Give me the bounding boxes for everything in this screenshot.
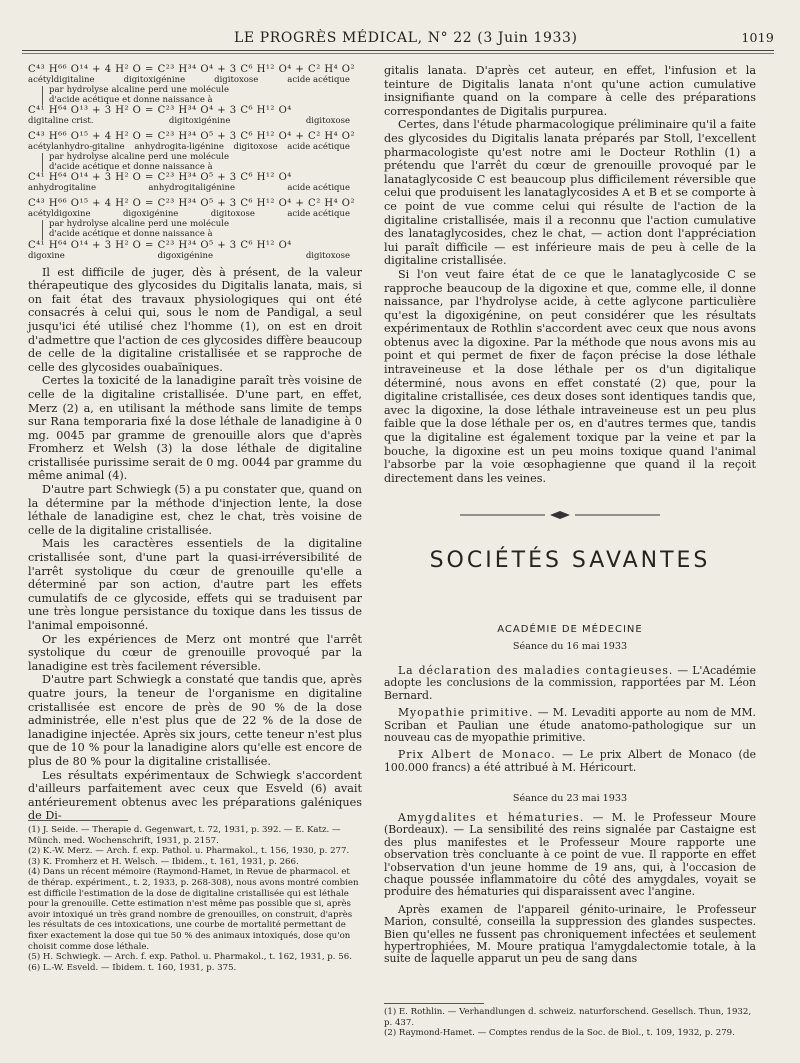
- chem-name: digitoxose: [233, 142, 278, 153]
- report-item: [384, 812, 756, 899]
- chem-name: acétyldigitaline: [28, 75, 95, 85]
- chem-equation-1: [28, 64, 362, 127]
- footnotes-right: [384, 1003, 756, 1039]
- chem-name: digitoxigénine: [123, 75, 186, 85]
- paragraph: Après examen de l'appareil génito-urinaire, le Professeur Marion, consulté, conseilla la suppression des glandes suspectes. Bien qu'elles ne fussent pas chroniquement infectées et seulement hypertrophiées, M. Moure pratiqua l'amygdalectomie totale, à la suite de laquelle apparut un peu de sang dans: [384, 902, 756, 966]
- item-text: — M. le Professeur Moure (Bordeaux). — La sensibilité des reins signalée par Castaigne est des plus manifestes et le Professeur Moure rapporte une observation très concluante à ce point de vue. Il rapporte en effet l'observation d'un jeune homme de 19 ans, qui, à l'occasion de chaque poussée inflammatoire du côté des amygdales, voyait se produire des hématuries qui disparaissent avec l'angine.: [384, 811, 756, 899]
- chem-name: anhydrogita-ligénine: [134, 142, 224, 153]
- chem-name: anhydrogitaligénine: [148, 183, 236, 194]
- chem-name: acide acétique: [287, 75, 350, 85]
- item-heading: Myopathie primitive.: [398, 706, 534, 720]
- chem-names: [28, 183, 362, 194]
- page-number: 1019: [741, 30, 774, 45]
- footnote-rule: [384, 1003, 484, 1004]
- chem-formula: C⁴³ H⁶⁶ O¹⁴ + 4 H² O = C²³ H³⁴ O⁴ + 3 C⁶ H¹² O⁴ + C² H⁴ O²: [28, 64, 356, 75]
- page-header: [22, 30, 774, 48]
- footnote: (6) L.-W. Esveld. — Ibidem. t. 160, 1931, p. 375.: [28, 962, 237, 973]
- item-heading: La déclaration des maladies contagieuses.: [398, 664, 674, 677]
- chem-formula: C⁴³ H⁶⁶ O¹⁵ + 4 H² O = C²³ H³⁴ O⁵ + 3 C⁶ H¹² O⁴ + C² H⁴ O²: [28, 131, 356, 143]
- chem-name: digitoxose: [305, 250, 350, 261]
- report-item: [384, 707, 756, 744]
- chem-name: acide acétique: [287, 209, 350, 220]
- item-text: — M. Levaditi apporte au nom de MM. Scriban et Paulian une étude anatomo-pathologique sur un nouveau cas de myopathie primitive.: [384, 706, 756, 745]
- footnote: (2) Raymond-Hamet. — Comptes rendus de la Soc. de Biol., t. 109, 1932, p. 279.: [384, 1028, 735, 1039]
- chem-formula: C⁴³ H⁶⁶ O¹⁵ + 4 H² O = C²³ H³⁴ O⁵ + 3 C⁶ H¹² O⁴ + C² H⁴ O²: [28, 198, 356, 210]
- header-rule: [22, 50, 774, 51]
- paragraph: Certes, dans l'étude pharmacologique préliminaire qu'il a faite des glycosides du Digitalis lanata préparés par Stoll, l'excellent pharmacologiste qu'est notre ami le Docteur Rothlin (1) a prétendu que l'arrêt du cœur de grenouille provoqué par le lanataglycoside C est beaucoup plus difficilement réversible que celui que produisent les lanataglycosides A et B et se comporte à ce point de vue comme celui qui résulte de l'action de la digitaline cristallisée, mais il a reconnu que l'action cumulative des lanataglycosides, chez le chat, — action dont l'appréciation lui paraît difficile — est inférieure mais de peu à celle de la digitaline cristallisée.: [384, 118, 756, 268]
- paragraph: D'autre part Schwiegk (5) a pu constater que, quand on la détermine par la méthode d'injection lente, la dose léthale de lanadigine est, chez le chat, très voisine de celle de la digitaline cristallisée.: [28, 483, 362, 537]
- paragraph: Mais les caractères essentiels de la digitaline cristallisée sont, d'une part la quasi-irréversibilité de l'arrêt systolique du cœur de grenouille qu'elle a déterminé par son action, d'autre part les effets cumulatifs de ce glycoside, effets qui se traduisent par une très longue persistance du toxique dans les tissus de l'animal empoisonné.: [28, 537, 362, 632]
- section-title: SOCIÉTÉS SAVANTES: [429, 548, 711, 573]
- paragraph: gitalis lanata. D'après cet auteur, en effet, l'infusion et la teinture de Digitalis lanata n'ont qu'une action cumulative insignifiante quand on la compare à celle des préparations correspondantes de Digitalis purpurea.: [384, 64, 756, 118]
- paragraph: D'autre part Schwiegk a constaté que tandis que, après quatre jours, la teneur de l'organisme en digitaline cristallisée est encore de près de 90 % de la dose administrée, elle n'est plus que de 22 % de la dose de lanadigine injectée. Après six jours, cette teneur n'est plus que de 10 % pour la lanadigine alors qu'elle est encore de plus de 80 % pour la digitaline cristallisée.: [28, 673, 362, 768]
- report-item: [384, 665, 756, 702]
- chem-name: acide acétique: [287, 183, 350, 194]
- header-rule-secondary: [22, 53, 774, 54]
- footnote: (3) K. Fromherz et H. Welsch. — Ibidem., t. 161, 1931, p. 266.: [28, 856, 299, 867]
- chem-name: digitoxose: [214, 75, 259, 85]
- right-column: [384, 64, 756, 485]
- chem-note: par hydrolyse alcaline perd une molécule d'acide acétique et donne naissance à: [42, 220, 229, 239]
- report-item: [384, 749, 756, 774]
- footnote: (1) E. Rothlin. — Verhandlungen d. schweiz. naturforschend. Gesellsch. Thun, 1932, p. 437.: [384, 1007, 752, 1028]
- chem-note: par hydrolyse alcaline perd une molécule d'acide acétique et donne naissance à: [42, 86, 229, 105]
- paragraph: Les résultats expérimentaux de Schwiegk s'accordent d'ailleurs parfaitement avec ceux que Esveld (6) avait antérieurement obtenus avec les préparations galéniques de Di-: [28, 768, 362, 823]
- chem-name: acétyldigoxine: [28, 209, 91, 220]
- journal-title: LE PROGRÈS MÉDICAL, N° 22 (3 Juin 1933): [234, 30, 578, 46]
- academie-heading: ACADÉMIE DE MÉDECINE: [497, 624, 643, 635]
- item-heading: Prix Albert de Monaco.: [398, 748, 556, 762]
- chem-name: digoxigénine: [122, 209, 179, 220]
- chem-formula: C⁴¹ H⁶⁴ O¹⁴ + 3 H² O = C²³ H³⁴ O⁵ + 3 C⁶ H¹² O⁴: [28, 239, 292, 251]
- seance-date: Séance du 23 mai 1933: [512, 793, 628, 804]
- paragraph: Or les expériences de Merz ont montré que l'arrêt systolique du cœur de grenouille provoqué par la lanadigine est très facilement réversible.: [28, 632, 362, 673]
- chem-equation-2: [28, 131, 362, 194]
- footnote: (2) K.-W. Merz. — Arch. f. exp. Pathol. u. Pharmakol., t. 156, 1930, p. 277.: [28, 846, 350, 857]
- item-heading: Amygdalites et hématuries.: [398, 811, 585, 824]
- left-column: [28, 64, 362, 823]
- chem-name: digoxine: [28, 250, 65, 261]
- chem-names: [28, 116, 362, 127]
- chem-name: digitoxose: [305, 116, 350, 127]
- chem-equation-3: [28, 198, 362, 261]
- footnote: (5) H. Schwiegk. — Arch. f. exp. Pathol. u. Pharmakol., t. 162, 1931, p. 56.: [28, 952, 352, 963]
- item-text: — Le prix Albert de Monaco (de 100.000 francs) a été attribué à M. Héricourt.: [384, 748, 757, 774]
- chem-name: anhydrogitaline: [28, 183, 97, 194]
- chem-name: digitoxigénine: [168, 116, 231, 127]
- footnotes-left: [28, 820, 362, 973]
- seance-23-mai: [384, 812, 756, 971]
- footnote: (1) J. Seide. — Therapie d. Gegenwart, t. 72, 1931, p. 392. — E. Katz. — Münch. med. Wochenschrift, 1931, p. 2157.: [28, 825, 341, 846]
- paragraph: Il est difficile de juger, dès à présent, de la valeur thérapeutique des glycosides du Digitalis lanata, mais, si on fait état des travaux physiologiques qui ont été consacrés à celui qui, sous le nom de Pandigal, a seul jusqu'ici été utilisé chez l'homme (1), on est en droit d'admettre que l'action de ces glycosides diffère beaucoup de celle de la digitaline cristallisée et se rapproche de celle des glycosides ouabaïniques.: [28, 265, 362, 374]
- ornament-divider: [460, 510, 660, 520]
- paragraph: Certes la toxicité de la lanadigine paraît très voisine de celle de la digitaline cristallisée. D'une part, en effet, Merz (2) a, en utilisant la méthode sans limite de temps sur Rana temporaria fixé la dose léthale de lanadigine à 0 mg. 0045 par gramme de grenouille alors que d'après Fromherz et Welsh (3) la dose léthale de digitaline cristallisée purissime serait de 0 mg. 0044 par gramme du même animal (4).: [28, 374, 362, 483]
- footnote-rule: [28, 820, 128, 821]
- chem-formula: C⁴¹ H⁶⁴ O¹³ + 3 H² O = C²³ H³⁴ O⁴ + 3 C⁶ H¹² O⁴: [28, 105, 292, 117]
- chem-name: digoxigénine: [157, 250, 213, 261]
- seance-date: Séance du 16 mai 1933: [512, 641, 628, 652]
- paragraph: Si l'on veut faire état de ce que le lanataglycoside C se rapproche beaucoup de la digoxine et que, comme elle, il donne naissance, par l'hydrolyse acide, à cette aglycone particulière qu'est la digoxigénine, on peut considérer que les résultats expérimentaux de Rothlin s'accordent avec ceux que nous avons obtenus avec la digoxine. Par la méthode que nous avons mis au point et qui permet de fixer de façon précise la dose léthale intraveineuse et la dose léthale per os d'un digitalique déterminé, nous avons en effet constaté (2) que, pour la digitaline cristallisée, ces deux doses sont identiques tandis que, avec la digoxine, la dose léthale intraveineuse est un peu plus faible que la dose léthale per os, en d'autres termes que, tandis que la digitaline est également toxique par la veine et par la bouche, la digoxine est un peu moins toxique quand l'animal l'absorbe par la voie œsophagienne que quand il la reçoit directement dans les veines.: [384, 267, 756, 485]
- chem-formula: C⁴¹ H⁶⁴ O¹⁴ + 3 H² O = C²³ H³⁴ O⁵ + 3 C⁶ H¹² O⁴: [28, 172, 292, 184]
- chem-name: digitaline crist.: [28, 116, 94, 127]
- item-text: — L'Académie adopte les conclusions de la commission, rapportées par M. Léon Bernard.: [384, 664, 756, 702]
- chem-note: par hydrolyse alcaline perd une molécule d'acide acétique et donne naissance à: [42, 153, 229, 172]
- chem-name: acide acétique: [287, 142, 350, 153]
- chem-names: [28, 251, 362, 262]
- chem-name: acétylanhydro-gitaline: [28, 142, 125, 153]
- chem-name: digitoxose: [210, 209, 255, 220]
- footnote: (4) Dans un récent mémoire (Raymond-Hamet, in Revue de pharmacol. et de thérap. expériment., t. 2, 1933, p. 268-308), nous avons montré combien est difficile l'estimation de la dose de digitaline cristallisée qui est léthale pour la grenouille. Cette estimation n'est même pas possible que si, après avoir intoxiqué un très grand nombre de grenouilles, on construit, d'après les résultats de ces intoxications, une courbe de mortalité permettant de fixer exactement la dose qui tue 50 % des animaux intoxiqués, dose qu'on choisit comme dose léthale.: [28, 867, 359, 952]
- seance-16-mai: [384, 665, 756, 779]
